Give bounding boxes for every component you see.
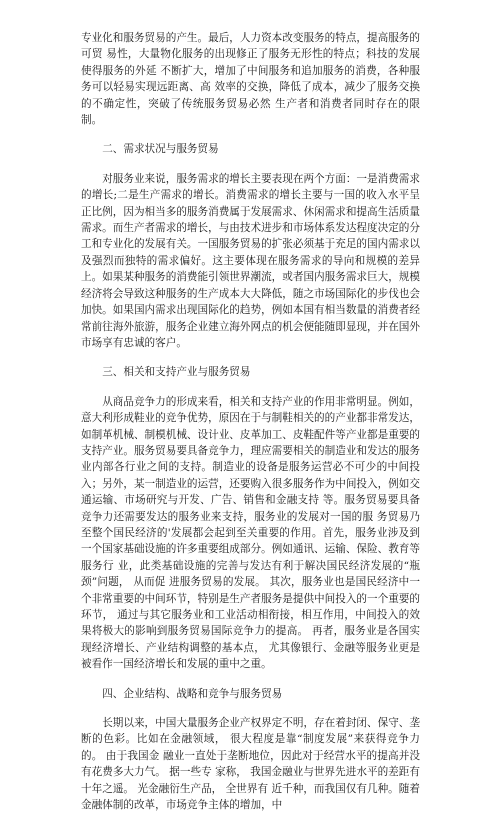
section-heading-demand: 二、需求状况与服务贸易 — [102, 143, 219, 156]
demand-paragraph: 对服务业来说，服务需求的增长主要表现在两个方面：一是消费需求的增长;二是生产需求的增长。消费需求的增长主要与一国的收入水平呈正比例，因为相当多的服务消费属于发展需求、休闲需求和提高生活质量需求。而生产者需求的增长，与由技术进步和市场体系发达程度决定的分工和专业化的发展有关。一国服务贸易的扩张必须基于充足的国内需求以及强烈而独特的需求偏好。这主要体现在服务需求的导向和规模的差异上。如果某种服务的消费能引领世界潮流，或者国内服务需求巨大，规模经济将会导致这种服务的生产成本大大降低，随之市场国际化的步伐也会加快。如果国内需求出现国际化的趋势，例如本国有相当数量的消费者经常前往海外旅游，服务企业建立海外网点的机会便能随即显现，并在国外市场享有忠诚的客户。 — [81, 172, 420, 349]
document-page — [81, 30, 420, 813]
section-heading-enterprise-structure: 四、企业结构、战略和竞争与服务贸易 — [102, 687, 283, 700]
intro-paragraph: 专业化和服务贸易的产生。最后，人力资本改变服务的特点，提高服务的可贸 易性，大量物化服务的出现修正了服务无形性的特点；科技的发展使得服务的外延 不断扩大，增加了中间服务和追加服务的消费，各种服务可以轻易实现远距离、高 效率的交换，降低了成本，减少了服务交换的不确定性，突破了传统服务贸易必然 生产者和消费者同时存在的限制。 — [81, 32, 420, 127]
section-heading-related-industries: 三、相关和支持产业与服务贸易 — [102, 366, 251, 379]
related-industries-paragraph: 从商品竞争力的形成来看，相关和支持产业的作用非常明显。例如，意大利形成鞋业的竞争优势，原因在于与制鞋相关的的产业都非常发达，如制革机械、制模机械、设计业、皮革加工、皮鞋配件等产业都是重要的支持产业。服务贸易要具备竞争力，理应需要相关的制造业和发达的服务业内部各行业之间的支持。制造业的设备是服务运营必不可少的中间投入；另外，某一制造业的运营，还要购入很多服务作为中间投入，例如交通运输、市场研究与开发、广告、销售和金融支持 等。服务贸易要具备竞争力还需要发达的服务业来支持，服务业的发展对一国的服 务贸易乃至整个国民经济的'发展都会起到至关重要的作用。首先，服务业涉及到 一个国家基础设施的许多重要组成部分。例如通讯、运输、保险、教育等服务行 业，此类基础设施的完善与发达有利于解决国民经济发展的“瓶颈”问题， 从而促 进服务贸易的发展。 其次，服务业也是国民经济中一个非常重要的中间环节，特别是生产者服务是提供中间投入的一个重要的环节， 通过与其它服务业和工业活动相衔接，相互作用，中间投入的效果将极大的影响到服务贸易国际竞争力的提高。 再者，服务业是各国实现经济增长、产业结构调整的基本点， 尤其像银行、金融等服务业更是被看作一国经济增长和发展的重中之重。 — [81, 395, 420, 671]
enterprise-structure-paragraph: 长期以来，中国大量服务企业产权界定不明，存在着封闭、保守、垄断的色彩。比如在金融领域， 很大程度是靠“制度发展”来获得竞争力的。 由于我国金 融业一直处于垄断地位，因此对于经营水平的提高并没有花费多大力气。 据一些专 家称， 我国金融业与世界先进水平的差距有十年之遥。 光金融衍生产品， 全世界有 近千种，而我国仅有几种。随着金融体制的改革，市场竞争主体的增加，中 — [81, 717, 420, 812]
